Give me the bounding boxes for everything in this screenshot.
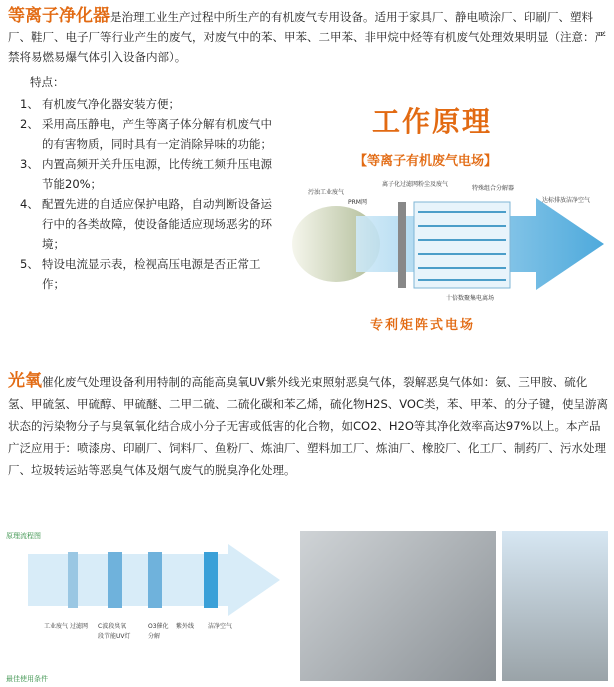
diagram-label: 离子化过滤网粉尘及废气: [382, 181, 449, 188]
flow-step: 工业废气: [44, 623, 69, 630]
feature-num: 2、: [20, 117, 39, 131]
intro-paragraph: [8, 6, 608, 67]
electric-field: [414, 202, 510, 288]
feature-item: [20, 114, 280, 154]
diagram-label: 污浊工业废气: [308, 189, 345, 196]
feature-num: 5、: [20, 257, 39, 271]
feature-text: 内置高频开关升压电源，比传统工频升压电源节能20%；: [42, 157, 272, 191]
flow-diagram: [8, 540, 288, 670]
installation-photo: [502, 531, 608, 681]
o3-text: 催化废气处理设备利用特制的高能高臭氧UV紫外线光束照射恶臭气体，裂解恶臭气体如：氨、三甲胺、硫化氢、甲硫氢、甲硫醇、甲硫醚、二甲二硫、二硫化碳和苯乙烯，硫化物H2S、VOC类，苯、甲苯、的分子键，使呈游离状态的污染物分子与臭氧氧化结合成小分子无害或低害的化合物，如CO2、H2O等其净化效率高达97%以上。本产品广泛应用于：喷漆房、印刷厂、饲料厂、鱼粉厂、炼油厂、塑料加工厂、炼油厂、橡胶厂、化工厂、制药厂、污水处理厂、垃圾转运站等恶臭气体及烟气废气的脱臭净化处理。: [8, 375, 609, 477]
working-principle-title: 工作原理: [372, 105, 493, 138]
feature-text: 配置先进的自适应保护电路，自动判断设备运行中的各类故障，使设备能适应现场恶劣的环境；: [42, 197, 272, 251]
equipment-photo: [300, 531, 496, 681]
diagram-label: 特殊组合分解器: [472, 185, 515, 192]
flow-uv: [108, 552, 122, 608]
o3-paragraph: [8, 370, 608, 481]
o3-title: 光氧: [8, 371, 42, 391]
feature-item: [20, 254, 280, 294]
feature-text: 采用高压静电，产生等离子体分解有机废气中的有害物质，同时具有一定消除异味的功能；: [42, 117, 272, 151]
feature-text: 有机废气净化器安装方便；: [42, 97, 180, 111]
features-heading: 特点：: [30, 75, 65, 89]
feature-text: 特设电流显示表，检视高压电源是否正常工作；: [42, 257, 261, 291]
flow-step: O3催化: [148, 623, 169, 630]
flow-filter: [68, 552, 78, 608]
plasma-diagram: [286, 176, 608, 308]
feature-item: [20, 194, 280, 254]
diagram-label: PRM网: [348, 199, 367, 206]
flow-step: C波段臭氧: [98, 623, 127, 630]
working-principle-bottom: 专利矩阵式电场: [370, 318, 476, 333]
feature-item: [20, 94, 280, 114]
flow-output: [204, 552, 218, 608]
feature-num: 1、: [20, 97, 39, 111]
flow-step: 洁净空气: [208, 623, 233, 630]
feature-num: 3、: [20, 157, 39, 171]
prm-net: [398, 202, 406, 288]
features-list: [20, 72, 280, 294]
feature-item: [20, 154, 280, 194]
feature-num: 4、: [20, 197, 39, 211]
intro-title: 等离子净化器: [8, 6, 110, 26]
intro-text: 是治理工业生产过程中所生产的有机废气专用设备。适用于家具厂、静电喷涂厂、印刷厂、塑料厂、鞋厂、电子厂等行业产生的废气，对废气中的苯、甲苯、二甲苯、非甲烷中烃等有机废气处理效果明显（注意：严禁将易燃易爆气体引入设备内部）。: [8, 10, 606, 64]
flow-label: 原理流程图: [6, 532, 41, 540]
diagram-label: 十倍数聚集电离场: [446, 295, 495, 302]
flow-step: 分解: [148, 633, 161, 640]
flow-bottom-label: 最佳使用条件: [6, 675, 48, 683]
flow-step: 段节能UV灯: [98, 633, 131, 640]
flow-catalyst: [148, 552, 162, 608]
diagram-label: 达标排放洁净空气: [542, 197, 591, 204]
flow-step: 紫外线: [176, 623, 195, 630]
flow-step: 过滤网: [70, 623, 89, 630]
working-principle-subtitle: 【等离子有机废气电场】: [354, 154, 498, 169]
